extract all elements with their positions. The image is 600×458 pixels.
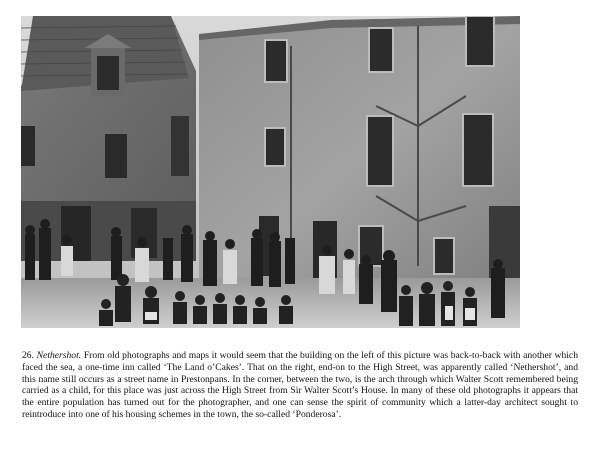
figure-title: Nethershot. (36, 350, 82, 361)
caption-body: From old photographs and maps it would seem that the building on the left of this picture was back-to-back with another which faced the sea, a one-time inn called ‘The Land o’Cakes’. That on the right, end-on to the High Street, was apparently called ‘Nethershot’, and this name still occurs as a street name in Prestonpans. In the corner, between the two, is the arch through which Walter Scott remembered being carried as a child, for this place was just across the High Street from Sir Walter Scott’s House. In many of these old photographs it appears that the entire population has turned out for the photographer, and one can sense the spirit of community which a latter-day architect sought to reintroduce into one of his housing schemes in the town, the so-called ‘Ponderosa’. (22, 350, 578, 420)
historic-photograph (21, 16, 520, 328)
figure-caption (22, 350, 578, 421)
figure-number: 26. (22, 350, 34, 361)
photograph-image (21, 16, 520, 328)
